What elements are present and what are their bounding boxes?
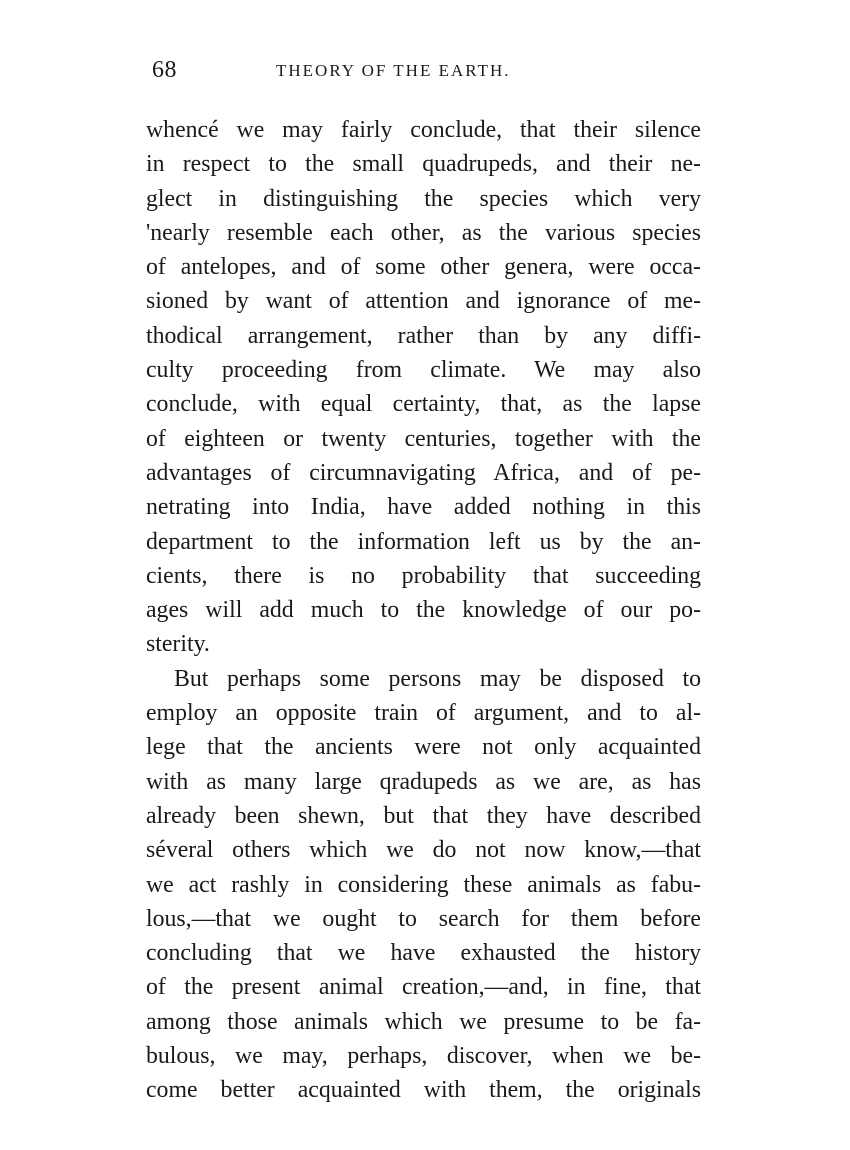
text-line: of eighteen or twenty centuries, together with the [146,425,701,452]
text-line: culty proceeding from climate. We may also [146,357,701,384]
text-line: glect in distinguishing the species which very [146,185,701,212]
text-line: ages will add much to the knowledge of our po- [146,597,701,624]
running-title: THEORY OF THE EARTH. [276,61,511,80]
text-line: advantages of circumnavigating Africa, and of pe- [146,459,701,486]
text-line: of antelopes, and of some other genera, were occa- [146,254,701,281]
text-line: conclude, with equal certainty, that, as the lapse [146,391,701,418]
text-line: employ an opposite train of argument, and to al- [146,700,701,727]
text-line: already been shewn, but that they have described [146,802,701,829]
text-line: of the present animal creation,—and, in fine, that [146,974,701,1001]
running-head [152,54,712,86]
text-line: among those animals which we presume to be fa- [146,1008,701,1035]
body-text [146,113,701,1108]
paragraph-end-line: sterity. [146,631,210,658]
text-line: department to the information left us by the an- [146,528,701,555]
text-line: whencé we may fairly conclude, that their silence [146,117,701,143]
page-number: 68 [152,57,177,83]
paragraph-start-line: But perhaps some persons may be disposed to [174,665,701,692]
text-line: thodical arrangement, rather than by any diffi- [146,322,701,349]
text-line: concluding that we have exhausted the history [146,940,701,967]
text-line: we act rashly in considering these animals as fabu- [146,871,701,898]
text-line: sioned by want of attention and ignorance of me- [146,288,701,315]
text-line: netrating into India, have added nothing in this [146,494,701,521]
text-line: 'nearly resemble each other, as the various species [146,219,701,246]
text-line: cients, there is no probability that succeeding [146,562,701,589]
text-line: séveral others which we do not now know,—that [146,837,701,864]
text-line: with as many large qradupeds as we are, as has [146,768,701,795]
text-line: bulous, we may, perhaps, discover, when we be- [146,1043,701,1070]
text-line: come better acquainted with them, the originals [146,1077,701,1104]
text-line: lege that the ancients were not only acquainted [146,734,701,761]
text-line: in respect to the small quadrupeds, and their ne- [146,151,701,178]
text-line: lous,—that we ought to search for them before [146,905,701,932]
